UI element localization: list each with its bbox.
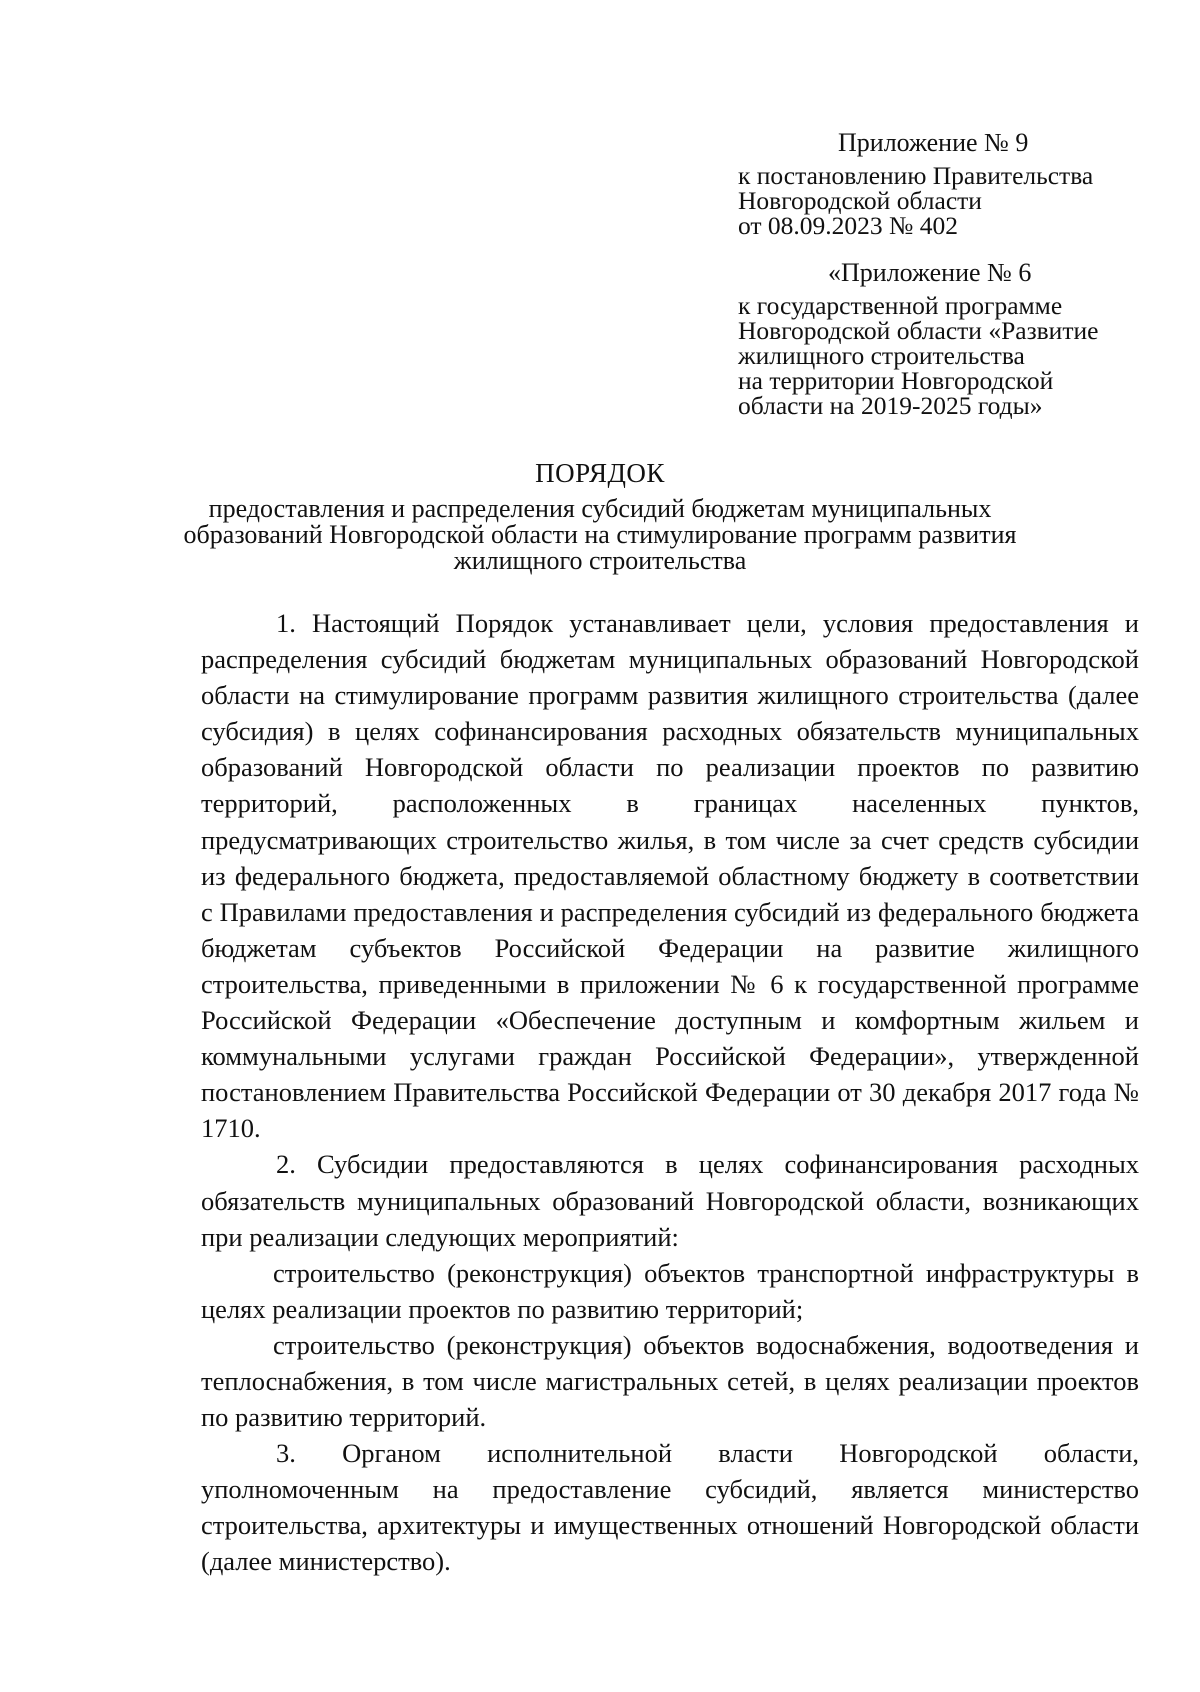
appendix-9-line: Новгородской области xyxy=(738,186,982,215)
appendix-6-line: жилищного строительства xyxy=(738,341,1025,370)
appendix-9-line: к постановлению Правительства xyxy=(738,161,1094,190)
appendix-6-line: к государственной программе xyxy=(738,291,1063,320)
document-subtitle-line: предоставления и распределения субсидий бюджетам муниципальных xyxy=(208,494,992,523)
appendix-9-line: от 08.09.2023 № 402 xyxy=(738,211,959,240)
document-subtitle-line: жилищного строительства xyxy=(453,546,747,575)
appendix-6-line: Новгородской области «Развитие xyxy=(738,316,1099,345)
document-title-block xyxy=(100,456,1100,574)
paragraph-2-item-water: строительство (реконструкция) объектов водоснабжения, водоотведения и теплоснабжения, в том числе магистральных сетей, в целях реализации проектов по развитию территорий. xyxy=(201,1329,1139,1433)
document-title: ПОРЯДОК xyxy=(535,458,665,488)
appendix-9-heading: Приложение № 9 xyxy=(838,128,1029,157)
appendix-6-line: области на 2019-2025 годы» xyxy=(738,391,1043,420)
appendix-9-block xyxy=(738,128,1158,238)
document-subtitle-line: образований Новгородской области на стимулирование программ развития xyxy=(183,520,1017,549)
appendix-6-block xyxy=(738,258,1158,418)
appendix-6-line: на территории Новгородской xyxy=(738,366,1054,395)
paragraph-2-item-transport: строительство (реконструкция) объектов транспортной инфраструктуры в целях реализации проектов по развитию территорий; xyxy=(201,1257,1139,1324)
paragraph-3: 3. Органом исполнительной власти Новгородской области, уполномоченным на предоставление субсидий, является министерство строительства, архитектуры и имущественных отношений Новгородской области (далее министерство). xyxy=(201,1438,1139,1577)
appendix-6-heading: «Приложение № 6 xyxy=(828,258,1032,287)
paragraph-2: 2. Субсидии предоставляются в целях софинансирования расходных обязательств муниципальных образований Новгородской области, возникающих при реализации следующих мероприятий: xyxy=(201,1149,1139,1252)
paragraph-1: 1. Настоящий Порядок устанавливает цели, условия предоставления и распределения субсидий бюджетам муниципальных образований Новгородской области на стимулирование программ развития жилищного строительства (далее субсидия) в целях софинансирования расходных обязательств муниципальных образований Новгородской области по реализации проектов по развитию территорий, расположенных в границах населенных пунктов, предусматривающих строительство жилья, в том числе за счет средств субсидии из федерального бюджета, предоставляемой областному бюджету в соответствии с Правилами предоставления и распределения субсидий из федерального бюджета бюджетам субъектов Российской Федерации на развитие жилищного строительства, приведенными в приложении № 6 к государственной программе Российской Федерации «Обеспечение доступным и комфортным жильем и коммунальными услугами граждан Российской Федерации», утвержденной постановлением Правительства Российской Федерации от 30 декабря 2017 года № 1710. xyxy=(201,608,1139,1144)
document-body xyxy=(201,605,1139,1580)
